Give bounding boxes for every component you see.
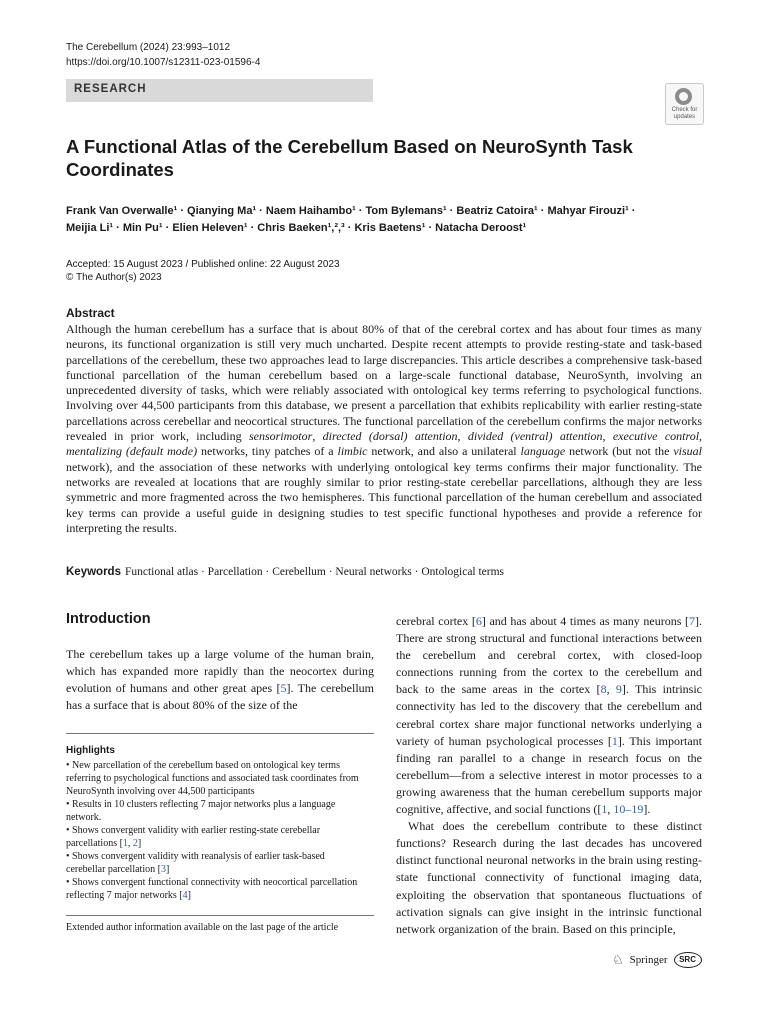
intro-right-column xyxy=(396,613,702,938)
keywords-text: Functional atlas · Parcellation · Cerebellum · Neural networks · Ontological terms xyxy=(124,566,505,578)
highlights-divider xyxy=(66,733,374,734)
citation-link[interactable]: 2 xyxy=(132,838,138,849)
journal-header xyxy=(66,40,260,70)
intro-paragraph-1: The cerebellum takes up a large volume of the human brain, which has expanded more rapidly than the neocortex during evolution of humans and other great apes [5]. The cerebellum has a surface that is about 80% of the size of the xyxy=(66,647,374,713)
journal-citation: The Cerebellum (2024) 23:993–1012 xyxy=(66,42,230,53)
highlights-list xyxy=(66,759,366,902)
check-updates-label: Check for updates xyxy=(671,107,698,120)
highlight-item: • New parcellation of the cerebellum based on ontological key terms referring to psychological functions and associated task coordinates from NeuroSynth involving over 44,500 participants xyxy=(66,760,359,797)
publisher-footer xyxy=(612,952,702,968)
intro-paragraph-2: What does the cerebellum contribute to these distinct functions? Research during the last decades has uncovered distinct functional neuronal networks in the brain using resting-state functional connectivity of functional imaging data, exploiting the observation that spontaneous fluctuations of activation signals can give insight in the intrinsic functional network organization of the brain. Based on this principle, xyxy=(396,819,702,936)
citation-link[interactable]: 5 xyxy=(280,681,287,696)
keywords-label: Keywords xyxy=(66,566,121,578)
publication-dates xyxy=(66,258,340,284)
abstract-heading: Abstract xyxy=(66,306,115,320)
check-updates-icon xyxy=(675,88,692,105)
citation-link[interactable]: 8 xyxy=(600,682,607,697)
article-title: A Functional Atlas of the Cerebellum Based on NeuroSynth Task Coordinates xyxy=(66,136,633,180)
citation-link[interactable]: 6 xyxy=(475,614,482,628)
extended-author-info: Extended author information available on the last page of the article xyxy=(66,915,374,933)
copyright-notice: © The Author(s) 2023 xyxy=(66,272,162,283)
highlight-item: • Shows convergent functional connectivity with neocortical parcellation reflecting 7 major networks [4] xyxy=(66,877,358,901)
citation-link[interactable]: 1 xyxy=(601,802,608,817)
author-line-1: Frank Van Overwalle¹ · Qianying Ma¹ · Naem Haihambo¹ · Tom Bylemans¹ · Beatriz Catoira¹ · Mahyar Firouzi¹ · xyxy=(66,205,636,217)
highlight-item: • Shows convergent validity with earlier resting-state cerebellar parcellations [1, 2] xyxy=(66,825,321,849)
publisher-name: Springer xyxy=(629,954,668,966)
author-list xyxy=(66,203,706,237)
introduction-heading: Introduction xyxy=(66,611,151,627)
highlights-heading: Highlights xyxy=(66,745,115,756)
citation-link[interactable]: 1 xyxy=(611,733,618,748)
abstract-text: Although the human cerebellum has a surface that is about 80% of that of the cerebral cortex and has about four times as many neurons, its functional organization is still very much uncharted. Despite recent attempts to provide resting-state and task-based parcellations of the cerebellum, these two approaches lead to large discrepancies. This article describes a comprehensive task-based functional parcellation of the human cerebellum based on a large-scale functional database, NeuroSynth, involving an unprecedented diversity of tasks, which were reliably associated with ontological key terms referring to psychological functions. Involving over 44,500 participants from this database, we present a parcellation that exhibits replicability with earlier resting-state parcellations across cerebellar and neocortical structures. The functional parcellation of the cerebellum confirms the major networks revealed in prior work, including sensorimotor, directed (dorsal) attention, divided (ventral) attention, executive control, mentalizing (default mode) networks, tiny patches of a limbic network, and also a unilateral language network (but not the visual network), and the association of these networks with underlying ontological key terms confirms their major functionality. The networks are revealed at locations that are roughly similar to prior resting-state cerebellar parcellations, although they are less symmetric and more fragmented across the two hemispheres. This functional parcellation of the human cerebellum and associated key terms can provide a useful guide in designing studies to test specific functional hypotheses and provide a reference for interpreting the results. xyxy=(66,322,703,535)
src-logo-icon: SRC xyxy=(674,952,702,968)
doi-link[interactable]: https://doi.org/10.1007/s12311-023-01596-4 xyxy=(66,57,261,68)
category-label: RESEARCH xyxy=(74,83,147,95)
check-for-updates-badge[interactable] xyxy=(665,83,704,125)
accepted-published-dates: Accepted: 15 August 2023 / Published online: 22 August 2023 xyxy=(66,259,340,270)
highlights-box xyxy=(66,744,366,902)
citation-link[interactable]: 1 xyxy=(122,838,128,849)
highlight-item: • Results in 10 clusters reflecting 7 major networks plus a language network. xyxy=(66,799,336,823)
highlight-item: • Shows convergent validity with reanalysis of earlier task-based cerebellar parcellation [3] xyxy=(66,851,325,875)
intro-paragraph-1-continued: cerebral cortex [6] and has about 4 times as many neurons [7]. There are strong structural and functional interactions between the cerebellum and cerebral cortex, with closed-loop connections running from the cortex to the cerebellum and back to the same areas in the cortex [8, 9]. This intrinsic connectivity has led to the discovery that the cerebellum and cerebral cortex share major functional networks underlying a variety of human psychological processes [1]. This important finding ran parallel to a change in research focus on the cerebellum—from a selective interest in motor processes to a growing awareness that the human cerebellum supports major cognitive, affective, and social functions ([1, 10–19]. xyxy=(396,614,703,817)
citation-link[interactable]: 4 xyxy=(182,890,188,901)
springer-horse-icon: ♘ xyxy=(612,952,624,967)
citation-link[interactable]: 3 xyxy=(160,864,166,875)
intro-left-column xyxy=(66,646,374,714)
author-line-2: Meijia Li¹ · Min Pu¹ · Elien Heleven¹ · Chris Baeken¹,²,³ · Kris Baetens¹ · Natacha Deroost¹ xyxy=(66,222,527,234)
citation-link[interactable]: 9 xyxy=(615,682,622,697)
keywords-line xyxy=(66,566,706,578)
citation-link[interactable]: 10–19 xyxy=(613,802,644,817)
citation-link[interactable]: 7 xyxy=(689,614,696,628)
category-banner xyxy=(66,79,373,102)
